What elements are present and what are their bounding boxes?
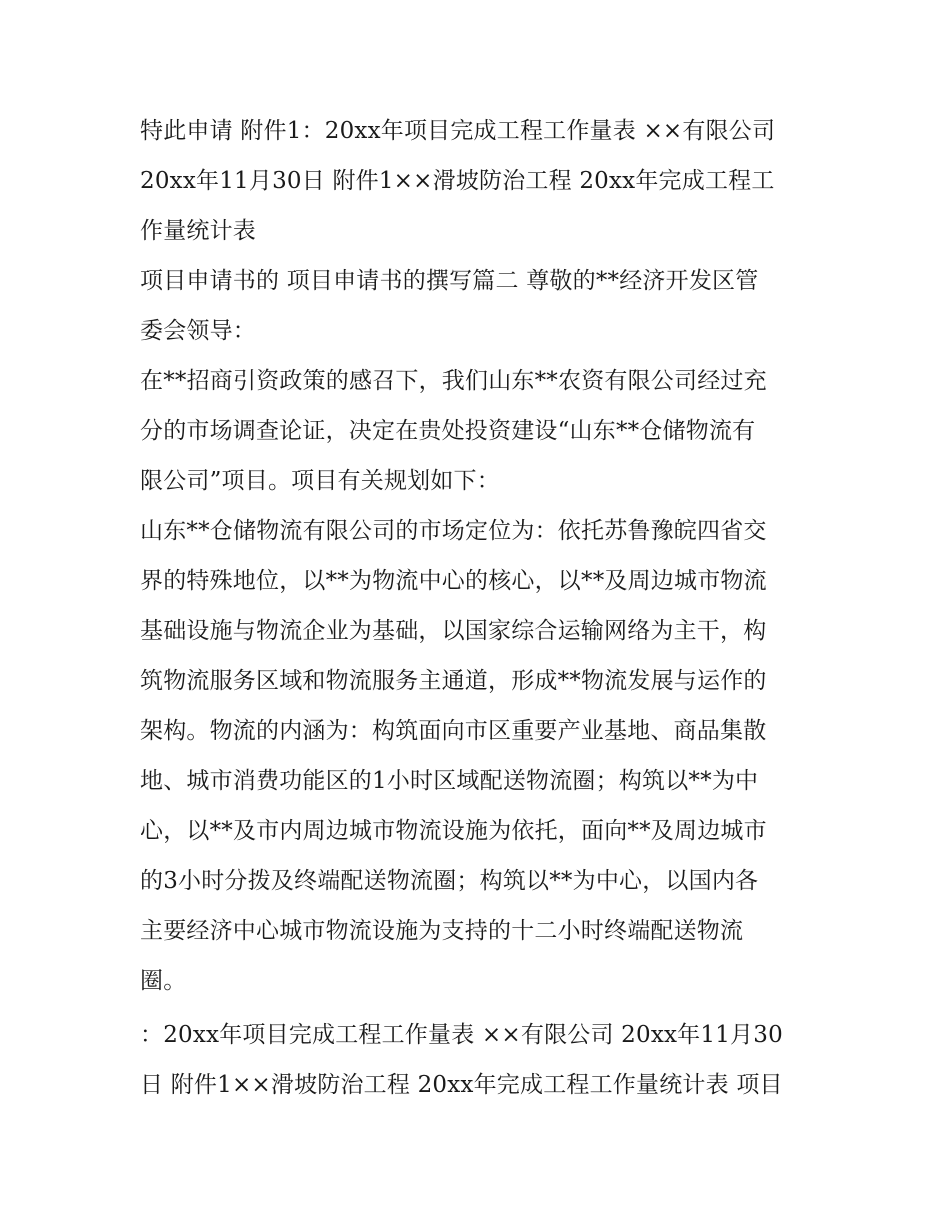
text-line: 架构。物流的内涵为：构筑面向市区重要产业基地、商品集散 [140, 718, 767, 744]
text-line: 项目申请书的 项目申请书的撰写篇二 尊敬的**经济开发区管 [140, 268, 759, 294]
text-line: 筑物流服务区域和物流服务主通道，形成**物流发展与运作的 [140, 668, 767, 694]
text-line: 分的市场调查论证，决定在贵处投资建设“山东**仓储物流有 [140, 418, 756, 444]
text-line: 特此申请 附件1：20xx年项目完成工程工作量表 ××有限公司 [140, 118, 776, 144]
text-line: 在**招商引资政策的感召下，我们山东**农资有限公司经过充 [140, 368, 767, 394]
text-line: 日 附件1××滑坡防治工程 20xx年完成工程工作量统计表 项目 [140, 1072, 783, 1098]
text-line: ：20xx年项目完成工程工作量表 ××有限公司 20xx年11月30 [140, 1022, 783, 1048]
text-line: 作量统计表 [140, 218, 256, 244]
text-line: 地、城市消费功能区的1小时区域配送物流圈；构筑以**为中 [140, 768, 759, 794]
text-line: 基础设施与物流企业为基础，以国家综合运输网络为主干，构 [140, 618, 767, 644]
text-line: 山东**仓储物流有限公司的市场定位为：依托苏鲁豫皖四省交 [140, 518, 767, 544]
text-line: 圈。 [140, 968, 187, 994]
document-body [140, 106, 820, 1110]
text-line: 20xx年11月30日 附件1××滑坡防治工程 20xx年完成工程工 [140, 168, 775, 194]
text-line: 委会领导： [140, 318, 256, 344]
text-line: 的3小时分拨及终端配送物流圈；构筑以**为中心，以国内各 [140, 868, 759, 894]
text-line: 主要经济中心城市物流设施为支持的十二小时终端配送物流 [140, 918, 744, 944]
text-line: 界的特殊地位，以**为物流中心的核心，以**及周边城市物流 [140, 568, 767, 594]
text-line: 限公司”项目。项目有关规划如下： [140, 468, 500, 494]
text-line: 心，以**及市内周边城市物流设施为依托，面向**及周边城市 [140, 818, 767, 844]
